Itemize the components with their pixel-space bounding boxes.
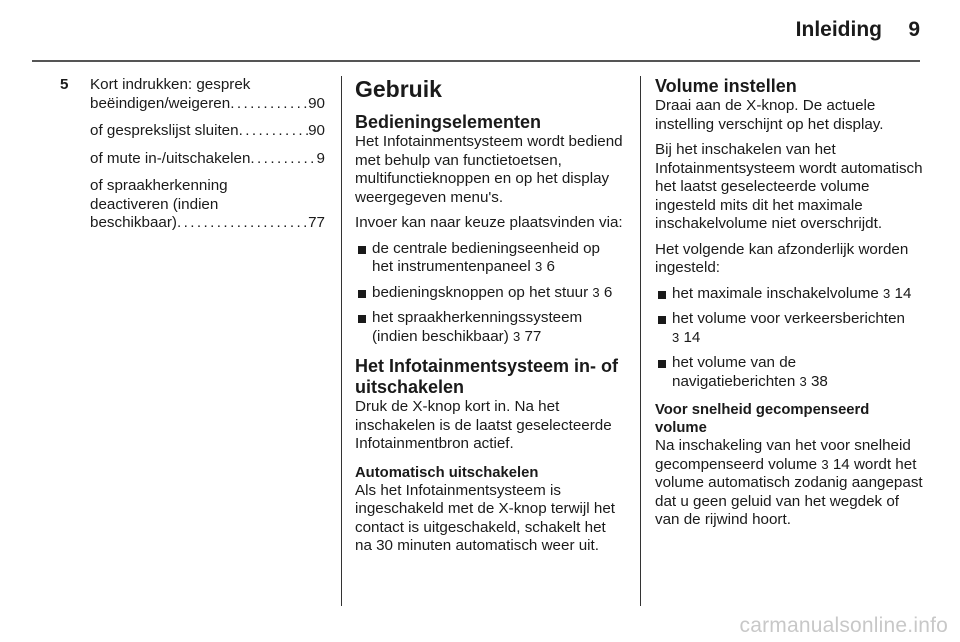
page-ref[interactable]: 3 14	[883, 284, 912, 302]
page-ref[interactable]: 9	[316, 149, 325, 167]
subsection-title: Voor snelheid gecompenseerd volume	[655, 402, 870, 436]
key-number: 5	[60, 76, 69, 93]
chapter-title: Inleiding	[795, 18, 882, 41]
section-controls	[355, 112, 625, 346]
page-ref[interactable]: 90	[308, 94, 325, 112]
ref-arrow-icon: 3	[592, 284, 600, 300]
section-speed-volume	[655, 401, 923, 530]
ref-entry: of mute in-/uitschakelen . . . 9	[90, 150, 325, 169]
page-ref[interactable]: 77	[308, 214, 325, 231]
list-item: bedieningsknoppen op het stuur 3 6	[355, 284, 625, 303]
paragraph: Als het Infotainmentsysteem is ingeschakeld met de X-knop terwijl het contact is uitgeschakeld, schakelt het na 30 minuten automatisch weer uit.	[355, 481, 616, 554]
ref-entry: beschikbaar) . . . 77	[90, 214, 325, 233]
ref-arrow-icon: 3	[799, 373, 807, 389]
page-ref[interactable]: 3 77	[513, 327, 542, 345]
ref-arrow-icon: 3	[513, 328, 521, 344]
key-item: of spraakherkenning deactiveren (indien beschikbaar) . . . 77	[60, 177, 325, 233]
column-key-reference	[60, 76, 325, 242]
key-item	[60, 76, 325, 113]
ref-arrow-icon: 3	[534, 259, 543, 274]
list-item: het spraakherkenningssysteem (indien beschikbaar) 3 77	[355, 309, 625, 346]
section-power	[355, 356, 625, 454]
section-auto-off	[355, 464, 625, 556]
ref-entry: of gesprekslijst sluiten . . . 90	[90, 122, 325, 141]
ref-arrow-icon: 3	[883, 285, 891, 301]
section-volume	[655, 76, 923, 391]
subsection-title: Bedieningselementen	[355, 112, 542, 132]
column-divider	[640, 76, 641, 606]
subsection-title: Automatisch uitschakelen	[355, 464, 539, 481]
page-ref[interactable]: 3 38	[799, 372, 828, 390]
paragraph: Draai aan de X-knop. De actuele instelling verschijnt op het display.	[655, 97, 884, 133]
column-divider	[341, 76, 342, 606]
paragraph: Het Infotainmentsysteem wordt bediend met behulp van functietoetsen, multifunctieknoppen en op het display weergegeven menu's.	[355, 133, 623, 206]
page-ref[interactable]: 3 14	[672, 328, 701, 346]
list-item: de centrale bedieningseenheid op het instrumentenpaneel 3 6	[355, 240, 625, 277]
paragraph: Druk de X-knop kort in. Na het inschakelen is de laatst geselecteerde Infotainmentbron actief.	[355, 398, 612, 452]
key-item	[60, 122, 325, 141]
page-ref[interactable]: 3 14	[821, 455, 850, 473]
page-ref[interactable]: 3 6	[592, 283, 613, 301]
section-title: Gebruik	[355, 76, 442, 102]
paragraph: Invoer kan naar keuze plaatsvinden via:	[355, 214, 623, 231]
watermark: carmanualsonline.info	[739, 614, 948, 637]
page-ref[interactable]: 3 6	[534, 258, 555, 275]
subsection-title: Het Infotainmentsysteem in- of uitschakelen	[355, 356, 619, 397]
list-item: het volume van de navigatieberichten 3 38	[655, 354, 923, 391]
ref-arrow-icon: 3	[672, 329, 680, 345]
paragraph: Het volgende kan afzonderlijk worden ingesteld:	[655, 240, 909, 276]
page-header	[0, 0, 960, 62]
ref-arrow-icon: 3	[821, 456, 829, 472]
ref-entry: beëindigen/weigeren . . . 90	[90, 95, 325, 114]
page-ref[interactable]: 90	[308, 122, 325, 139]
key-intro: Kort indrukken: gesprek	[90, 76, 251, 93]
column-volume	[655, 76, 923, 540]
list-item: het volume voor verkeersberichten 3 14	[655, 310, 923, 347]
key-item	[60, 150, 325, 169]
column-usage	[355, 76, 625, 566]
paragraph: Bij het inschakelen van het Infotainmentsysteem wordt automatisch het laatst geselecteerde volume ingesteld mits dit het maximale inschakelvolume niet overschrijdt.	[655, 141, 923, 232]
header-rule	[32, 60, 920, 62]
page-number: 9	[908, 18, 920, 41]
subsection-title: Volume instellen	[655, 76, 797, 96]
list-item: het maximale inschakelvolume 3 14	[655, 285, 923, 304]
paragraph: Na inschakeling van het voor snelheid gecompenseerd volume 3 14 wordt het volume automatisch zodanig aangepast dat u geen geluid van het wegdek of van de rijwind hoort.	[655, 437, 923, 528]
